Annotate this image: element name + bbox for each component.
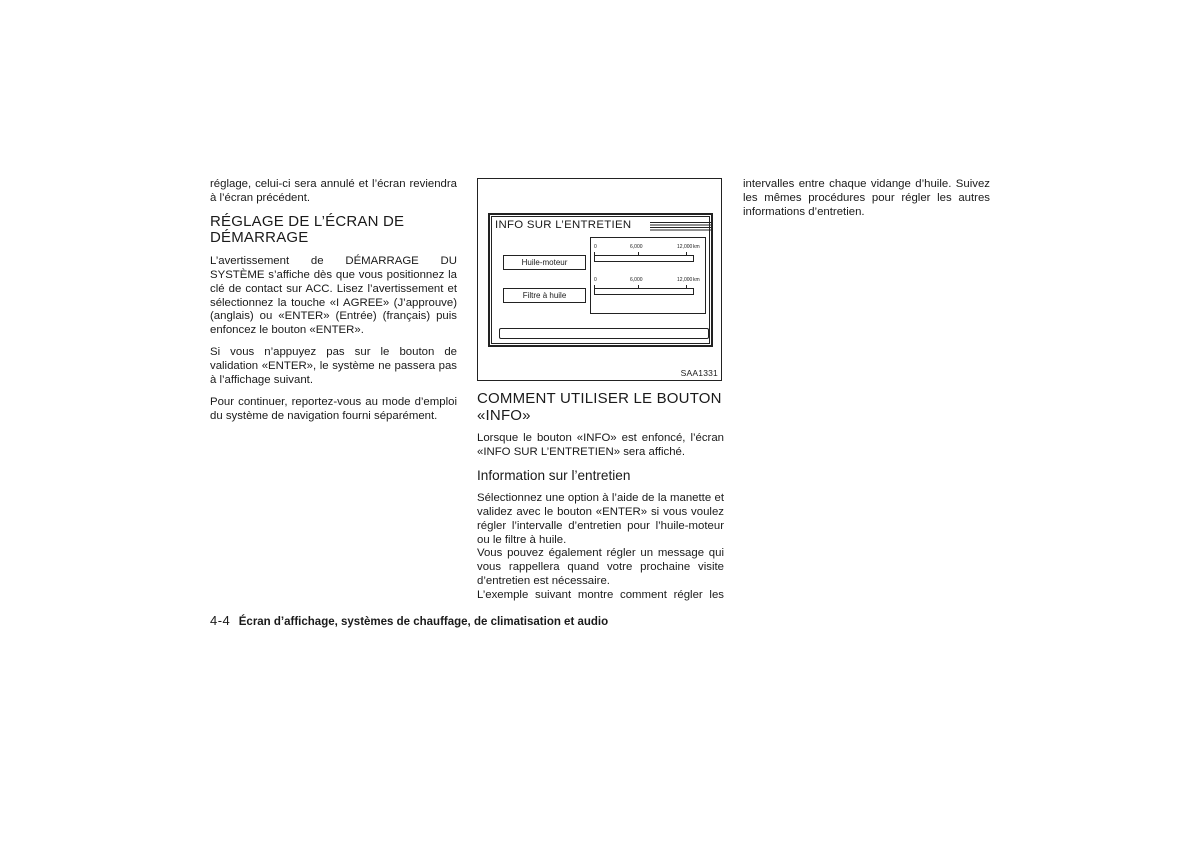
maintenance-screen-figure [477, 178, 722, 381]
scale-min-label: 0 [594, 244, 597, 250]
no-enter-paragraph: Si vous n’appuyez pas sur le bouton de validation «ENTER», le système ne passera pas à l’affichage suivant. [210, 346, 457, 387]
scale-max-label: 12,000 [677, 244, 693, 250]
screen-title: INFO SUR L’ENTRETIEN [495, 219, 632, 231]
scale-max-label: 12,000 [677, 277, 693, 283]
oil-option-button: Huile-moteur [503, 255, 586, 270]
title-stripes-decoration [650, 222, 711, 232]
page-number: 4-4 [210, 613, 231, 628]
intro-paragraph: réglage, celui-ci sera annulé et l’écran reviendra à l’écran précédent. [210, 178, 457, 204]
info-button-heading: COMMENT UTILISER LE BOUTON «INFO» [477, 390, 722, 424]
example-continuation-paragraph: intervalles entre chaque vidange d’huile. Suivez les mêmes procédures pour régler les autres informations d’entretien. [743, 178, 990, 218]
reminder-message-paragraph: Vous pouvez également régler un message qui vous rappellera quand votre prochaine visite d’entretien est nécessaire. [477, 547, 724, 588]
continue-paragraph: Pour continuer, reportez-vous au mode d’emploi du système de navigation fourni séparément. [210, 395, 457, 422]
section-title: Écran d’affichage, systèmes de chauffage, de climatisation et audio [238, 616, 609, 628]
status-bar [499, 328, 709, 339]
scale-unit-label: km [693, 244, 700, 250]
startup-screen-heading: RÉGLAGE DE L’ÉCRAN DE DÉMARRAGE [210, 212, 405, 247]
figure-id: SAA1331 [680, 368, 718, 378]
oil-interval-bar [594, 255, 694, 262]
scale-mid-label: 6,000 [630, 244, 643, 250]
left-column [210, 178, 457, 432]
example-paragraph: L’exemple suivant montre comment régler les [477, 589, 724, 602]
select-option-paragraph: Sélectionnez une option à l’aide de la manette et validez avec le bouton «ENTER» si vous voulez régler l’intervalle d’entretien pour l’huile-moteur ou le filtre à huile. [477, 491, 724, 546]
middle-column [477, 178, 724, 611]
scale-unit-label: km [693, 277, 700, 283]
page-footer [210, 612, 608, 630]
scale-min-label: 0 [594, 277, 597, 283]
filter-option-button: Filtre à huile [503, 288, 586, 303]
filter-interval-bar [594, 288, 694, 295]
startup-warning-paragraph: L’avertissement de DÉMARRAGE DU SYSTÈME s’affiche dès que vous positionnez la clé de contact sur ACC. Lisez l’avertissement et sélectionnez la touche «I AGREE» (J’approuve) (anglais) ou «ENTER» (Entrée) (français) puis enfoncez le bouton «ENTER». [210, 254, 457, 337]
scale-mid-label: 6,000 [630, 277, 643, 283]
right-column [743, 178, 990, 228]
interval-gauge-panel [590, 237, 706, 314]
info-press-paragraph: Lorsque le bouton «INFO» est enfoncé, l’écran «INFO SUR L’ENTRETIEN» sera affiché. [477, 432, 724, 458]
display-screen-illustration [488, 213, 713, 347]
maintenance-info-subheading: Information sur l’entretien [477, 467, 631, 483]
